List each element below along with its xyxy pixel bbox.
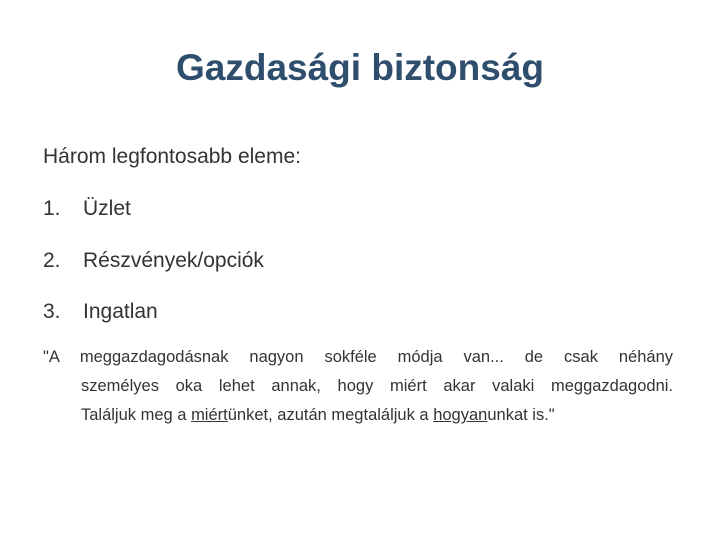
quote-line-3-part-2: ünket, azután megtaláljuk a — [227, 406, 434, 424]
list-number-1: 1. — [43, 197, 61, 220]
quote-line-1: "A meggazdagodásnak nagyon sokféle módja van... de csak néhány — [43, 348, 673, 366]
list-number-3: 3. — [43, 300, 61, 323]
list-number-2: 2. — [43, 249, 61, 272]
list-item-2 — [43, 246, 264, 276]
list-item-3 — [43, 297, 158, 327]
list-text-2: Részvények/opciók — [83, 249, 264, 272]
list-item-1 — [43, 194, 131, 224]
list-text-1: Üzlet — [83, 197, 131, 220]
slide-title: Gazdasági biztonság — [175, 47, 544, 88]
quote-underline-miert: miért — [191, 406, 228, 424]
quote-underline-hogyan: hogyan — [433, 406, 488, 424]
intro-text: Három legfontosabb eleme: — [43, 145, 301, 168]
quote-line-3-part-3: unkat is." — [487, 406, 555, 424]
quote-line-3 — [43, 401, 673, 430]
list-text-3: Ingatlan — [83, 300, 158, 323]
quote-line-2: személyes oka lehet annak, hogy miért akar valaki meggazdagodni. — [81, 377, 673, 395]
quote-block — [43, 343, 673, 430]
quote-line-3-part-1: Találjuk meg a — [81, 406, 192, 424]
